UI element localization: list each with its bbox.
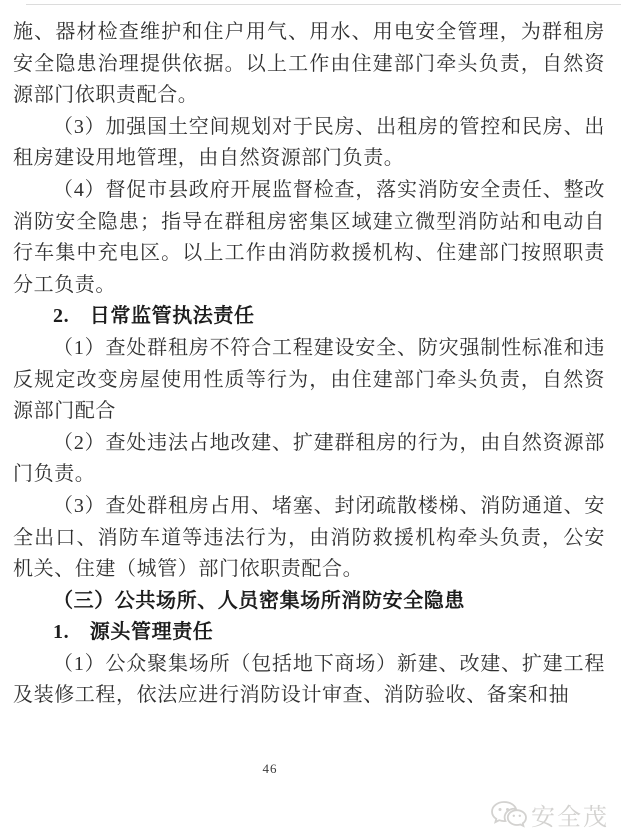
body-paragraph: 施、器材检查维护和住户用气、用水、用电安全管理，为群租房安全隐患治理提供依据。以上工作由住建部门牵头负责，自然资源部门依职责配合。	[13, 21, 605, 107]
body-paragraph: （3）查处群租房占用、堵塞、封闭疏散楼梯、消防通道、安全出口、消防车道等违法行为，由消防救援机构牵头负责，公安机关、住建（城管）部门依职责配合。	[13, 494, 605, 581]
wechat-icon	[490, 799, 528, 831]
body-paragraph: （1）公众聚集场所（包括地下商场）新建、改建、扩建工程及装修工程，依法应进行消防设计审查、消防验收、备案和抽	[13, 652, 605, 707]
body-paragraph: （4）督促市县政府开展监督检查，落实消防安全责任、整改消防安全隐患；指导在群租房密集区域建立微型消防站和电动自行车集中充电区。以上工作由消防救援机构、住建部门按照职责分工负责。	[13, 178, 605, 296]
body-paragraph: （3）加强国土空间规划对于民房、出租房的管控和民房、出租房建设用地管理，由自然资源部门负责。	[13, 115, 605, 170]
heading-paragraph: （三）公共场所、人员密集场所消防安全隐患	[53, 589, 465, 612]
document-body	[13, 17, 605, 712]
body-paragraph: （2）查处违法占地改建、扩建群租房的行为，由自然资源部门负责。	[13, 431, 605, 486]
top-rule	[26, 4, 621, 5]
body-paragraph: （1）查处群租房不符合工程建设安全、防灾强制性标准和违反规定改变房屋使用性质等行为，由住建部门牵头负责，自然资源部门配合	[13, 336, 605, 423]
heading-paragraph: 2. 日常监管执法责任	[53, 305, 255, 328]
page-number: 46	[262, 761, 278, 776]
watermark	[490, 797, 609, 832]
heading-paragraph: 1. 源头管理责任	[53, 621, 214, 644]
watermark-label: 安全茂	[531, 804, 609, 831]
